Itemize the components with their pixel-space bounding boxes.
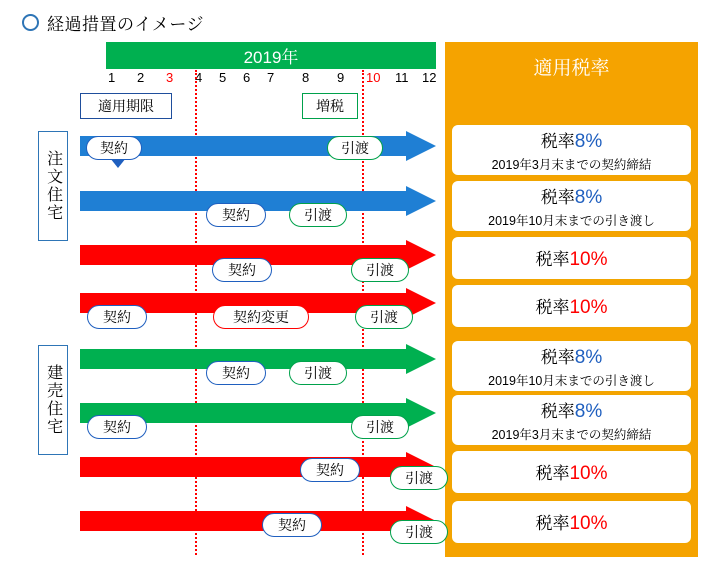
timeline-bar-7 — [80, 452, 436, 482]
bubble-text: 引渡 — [366, 419, 394, 435]
bubble-delivery-4 — [355, 305, 413, 329]
rate-main-2 — [541, 183, 602, 209]
month-12: 12 — [422, 70, 437, 85]
rate-main-5 — [541, 343, 602, 369]
rate-card-5 — [451, 340, 692, 392]
rate-value: 10% — [569, 463, 608, 484]
rate-value: 10% — [569, 513, 608, 534]
rate-prefix: 税率 — [535, 298, 570, 317]
rate-prefix: 税率 — [540, 188, 575, 207]
bubble-delivery-8 — [390, 520, 448, 544]
bubble-delivery-1 — [327, 136, 383, 160]
bubble-contract-3 — [212, 258, 272, 282]
rate-sub-6: 2019年3月末までの契約締結 — [491, 428, 652, 442]
timeline-bar-8 — [80, 506, 436, 536]
category-box-chumon — [38, 131, 68, 241]
rate-sub-2: 2019年10月末までの引き渡し — [488, 214, 655, 228]
rate-prefix: 税率 — [535, 250, 570, 269]
rate-card-8 — [451, 500, 692, 544]
rate-prefix: 税率 — [540, 132, 575, 151]
bubble-delivery-7 — [390, 466, 448, 490]
rate-prefix: 税率 — [540, 402, 575, 421]
rate-main-6 — [541, 397, 602, 423]
rate-sub-5: 2019年10月末までの引き渡し — [488, 374, 655, 388]
rate-card-4 — [451, 284, 692, 328]
category-box-tateuri — [38, 345, 68, 455]
bubble-text: 引渡 — [304, 365, 332, 381]
bubble-text: 契約変更 — [233, 309, 289, 325]
rate-value: 10% — [569, 297, 608, 318]
bubble-text: 契約 — [222, 365, 250, 381]
rate-value: 8% — [574, 187, 603, 208]
rate-card-7 — [451, 450, 692, 494]
month-2: 2 — [137, 70, 145, 85]
bubble-delivery-2 — [289, 203, 347, 227]
rate-value: 8% — [574, 401, 603, 422]
bubble-text: 引渡 — [405, 524, 433, 540]
bubble-text: 引渡 — [366, 262, 394, 278]
bubble-contract-5 — [206, 361, 266, 385]
bubble-contract-4 — [87, 305, 147, 329]
rate-main-1 — [541, 127, 602, 153]
year-bar — [106, 42, 436, 69]
page-title — [22, 10, 204, 35]
rate-value: 8% — [574, 347, 603, 368]
bubble-contract-8 — [262, 513, 322, 537]
rate-card-2 — [451, 180, 692, 232]
bullet-circle-icon — [22, 14, 39, 31]
month-8: 8 — [302, 70, 310, 85]
rate-prefix: 税率 — [535, 514, 570, 533]
month-4: 4 — [195, 70, 203, 85]
month-1: 1 — [108, 70, 116, 85]
rate-main-8 — [535, 509, 607, 535]
year-label: 2019年 — [243, 48, 299, 67]
bubble-text: 引渡 — [341, 140, 369, 156]
month-6: 6 — [243, 70, 251, 85]
bubble-text: 契約 — [103, 309, 131, 325]
bubble-text: 契約 — [278, 517, 306, 533]
bubble-contract-7 — [300, 458, 360, 482]
rate-prefix: 税率 — [535, 464, 570, 483]
rate-main-3 — [535, 245, 607, 271]
rate-value: 8% — [574, 131, 603, 152]
bubble-text: 契約 — [228, 262, 256, 278]
deadline-label — [80, 93, 172, 119]
bubble-text: 引渡 — [405, 470, 433, 486]
bubble-contract-2 — [206, 203, 266, 227]
month-9: 9 — [337, 70, 345, 85]
rate-main-4 — [535, 293, 607, 319]
page-title-text: 経過措置のイメージ — [47, 15, 204, 34]
bubble-text: 引渡 — [370, 309, 398, 325]
rate-sub-1: 2019年3月末までの契約締結 — [491, 158, 652, 172]
rate-value: 10% — [569, 249, 608, 270]
month-10: 10 — [366, 70, 381, 85]
month-7: 7 — [267, 70, 275, 85]
bubble-text: 引渡 — [304, 207, 332, 223]
bubble-text: 契約 — [222, 207, 250, 223]
rate-card-3 — [451, 236, 692, 280]
bubble-contract-1 — [86, 136, 142, 160]
month-5: 5 — [219, 70, 227, 85]
month-11: 11 — [395, 70, 409, 85]
taxhike-label-text: 増税 — [316, 98, 344, 114]
month-axis — [106, 70, 436, 88]
month-3: 3 — [166, 70, 174, 85]
rate-card-1 — [451, 124, 692, 176]
rate-card-6 — [451, 394, 692, 446]
bubble-text: 契約 — [100, 140, 128, 156]
bubble-text: 契約 — [103, 419, 131, 435]
rate-prefix: 税率 — [540, 348, 575, 367]
bubble-delivery-6 — [351, 415, 409, 439]
rate-main-7 — [535, 459, 607, 485]
taxhike-label — [302, 93, 358, 119]
applied-tax-rate-header — [445, 42, 698, 90]
bubble-contract-change-4 — [213, 305, 309, 329]
applied-tax-rate-header-text: 適用税率 — [533, 57, 610, 79]
bubble-text: 契約 — [316, 462, 344, 478]
bubble-delivery-3 — [351, 258, 409, 282]
deadline-label-text: 適用期限 — [98, 98, 154, 114]
category-label-tateuri: 建売住宅 — [44, 364, 62, 436]
bubble-contract-6 — [87, 415, 147, 439]
category-label-chumon: 注文住宅 — [44, 150, 62, 222]
bubble-delivery-5 — [289, 361, 347, 385]
